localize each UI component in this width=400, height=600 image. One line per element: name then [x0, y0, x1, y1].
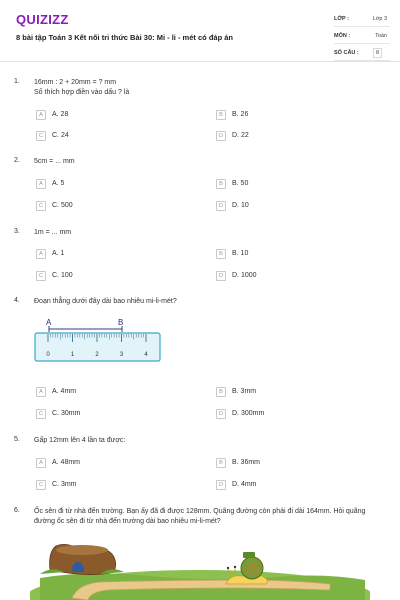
option-text: D. 300mm	[232, 410, 265, 417]
option-letter: B	[216, 110, 226, 120]
point-b-label: B	[118, 318, 124, 327]
snail-shell	[241, 557, 263, 579]
quizizz-logo: QUIZIZZ	[16, 12, 69, 27]
option-text: B. 10	[232, 250, 249, 257]
option-letter: A	[36, 179, 46, 189]
option-text: C. 30mm	[52, 410, 81, 417]
option-text: C. 3mm	[52, 481, 77, 488]
option-letter: D	[216, 271, 226, 281]
ruler-figure	[34, 316, 162, 368]
option-letter: D	[216, 131, 226, 141]
question-number: 3.	[14, 228, 20, 235]
option-text: A. 28	[52, 111, 69, 118]
tick-label: 1	[70, 352, 75, 358]
option-text: D. 1000	[232, 272, 257, 279]
question-number: 4.	[14, 297, 20, 304]
worksheet-meta	[334, 14, 390, 65]
point-a-label: A	[46, 318, 52, 327]
option-letter: C	[36, 409, 46, 419]
option-text: D. 4mm	[232, 481, 257, 488]
stump-top	[56, 545, 108, 555]
worksheet-title: 8 bài tập Toán 3 Kết nối tri thức Bài 30: Mi - li - mét có đáp án	[16, 33, 233, 42]
tick-label: 2	[95, 352, 99, 358]
option-text: B. 3mm	[232, 388, 257, 395]
option-letter: D	[216, 201, 226, 211]
meta-grade-value: Lớp 3	[372, 16, 387, 22]
tick-label: 4	[144, 352, 148, 358]
question-text: 1m = ... mm	[34, 229, 72, 236]
question-text: 16mm : 2 + 20mm = ? mm Số thích hợp điền vào dấu ? là	[34, 79, 130, 96]
tick-label: 0	[46, 352, 50, 358]
snail-path-illustration	[30, 540, 370, 600]
option-letter: B	[216, 387, 226, 397]
question-number: 6.	[14, 507, 20, 514]
meta-grade-row	[334, 14, 390, 27]
option-letter: A	[36, 249, 46, 259]
option-letter: A	[36, 110, 46, 120]
question-number: 1.	[14, 78, 20, 85]
snail-eye	[234, 566, 236, 568]
question-number: 5.	[14, 436, 20, 443]
snail-eye	[227, 567, 229, 569]
option-text: A. 1	[52, 250, 65, 257]
question-text: Ốc sên đi từ nhà đến trường. Bạn ấy đã đi được 128mm. Quãng đường còn phải đi dài 164mm. Hỏi quãng đường ốc sên đi từ nhà đến trường dài bao nhiêu mi-li-mét?	[34, 508, 366, 525]
option-letter: C	[36, 480, 46, 490]
option-letter: B	[216, 249, 226, 259]
option-text: C. 100	[52, 272, 73, 279]
option-letter: D	[216, 480, 226, 490]
option-letter: C	[36, 201, 46, 211]
meta-count-value: 8	[373, 48, 382, 58]
option-letter: D	[216, 409, 226, 419]
option-letter: B	[216, 179, 226, 189]
meta-subject-label: MÔN :	[334, 33, 351, 39]
meta-count-row	[334, 48, 390, 61]
meta-subject-row	[334, 31, 390, 44]
option-text: A. 5	[52, 180, 65, 187]
meta-grade-label: LỚP :	[334, 16, 349, 22]
snail-hat	[243, 552, 255, 558]
question-text: 5cm = ... mm	[34, 158, 75, 165]
option-text: B. 50	[232, 180, 249, 187]
question-text: Gấp 12mm lên 4 lần ta được:	[34, 437, 126, 444]
option-letter: B	[216, 458, 226, 468]
tick-label: 3	[119, 352, 124, 358]
option-text: D. 10	[232, 202, 249, 209]
meta-count-label: SỐ CÂU :	[334, 50, 359, 56]
option-text: A. 48mm	[52, 459, 81, 466]
option-text: C. 500	[52, 202, 73, 209]
option-text: D. 22	[232, 132, 249, 139]
question-text: Đoạn thẳng dưới đây dài bao nhiêu mi-li-mét?	[34, 298, 177, 305]
option-letter: A	[36, 458, 46, 468]
question-number: 2.	[14, 157, 20, 164]
option-text: B. 36mm	[232, 459, 261, 466]
option-text: B. 26	[232, 111, 249, 118]
option-letter: C	[36, 131, 46, 141]
option-letter: A	[36, 387, 46, 397]
meta-subject-value: Toán	[375, 33, 387, 39]
option-letter: C	[36, 271, 46, 281]
option-text: C. 24	[52, 132, 69, 139]
worksheet-header	[0, 0, 400, 62]
option-text: A. 4mm	[52, 388, 77, 395]
